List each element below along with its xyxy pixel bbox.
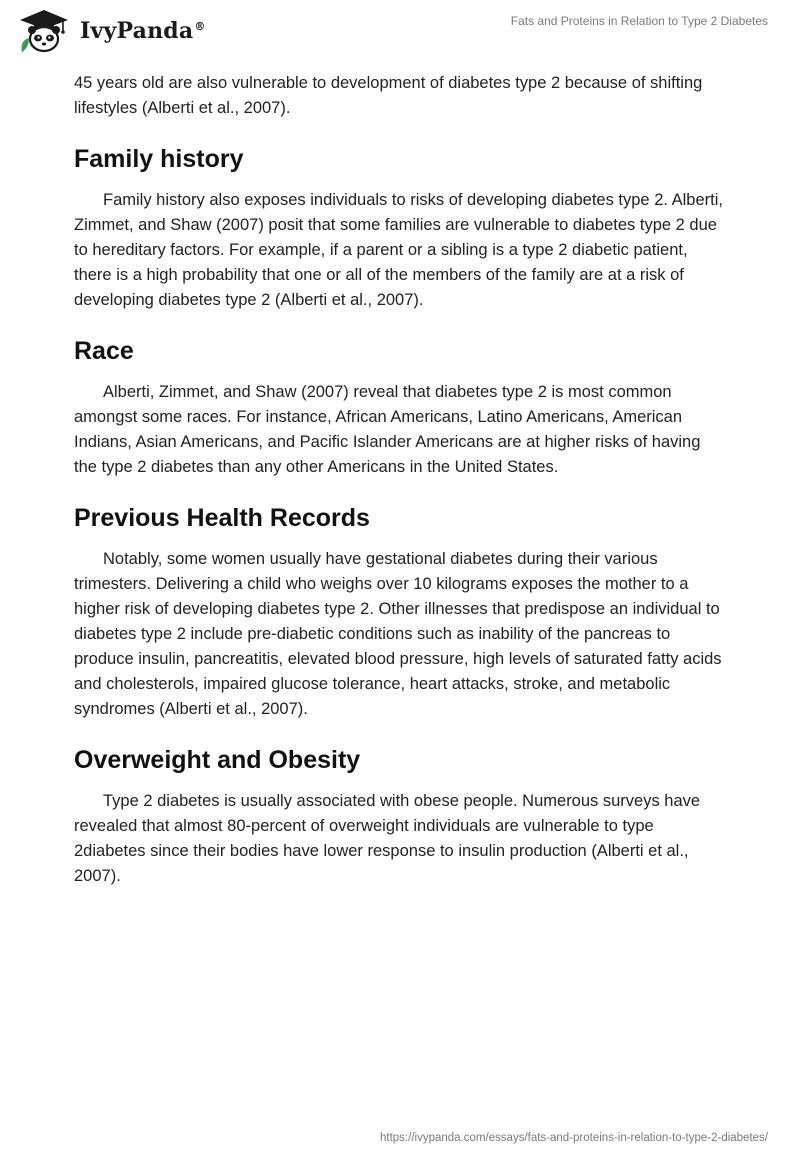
section-heading-family-history: Family history xyxy=(74,145,244,173)
intro-paragraph: 45 years old are also vulnerable to development of diabetes type 2 because of shifting lifestyles (Alberti et al., 2007). xyxy=(74,74,703,117)
panda-graduate-icon xyxy=(14,8,74,54)
section-heading-overweight-obesity: Overweight and Obesity xyxy=(74,746,361,774)
section-heading-previous-health-records: Previous Health Records xyxy=(74,504,370,532)
page-header xyxy=(0,0,800,70)
section-paragraph-overweight-obesity: Type 2 diabetes is usually associated with obese people. Numerous surveys have revealed that almost 80-percent of overweight individuals are vulnerable to type 2diabetes since their bodies have lower response to insulin production (Alberti et al., 2007). xyxy=(74,792,701,885)
document-title: Fats and Proteins in Relation to Type 2 Diabetes xyxy=(510,14,768,28)
essay-body xyxy=(74,71,724,889)
section-paragraph-race: Alberti, Zimmet, and Shaw (2007) reveal that diabetes type 2 is most common amongst some races. For instance, African Americans, Latino Americans, American Indians, Asian Americans, and Pacific Islander Americans are at higher risks of having the type 2 diabetes than any other Americans in the United States. xyxy=(74,383,701,476)
section-heading-race: Race xyxy=(74,337,134,365)
brand-logo[interactable] xyxy=(14,8,206,54)
section-paragraph-family-history: Family history also exposes individuals to risks of developing diabetes type 2. Alberti, Zimmet, and Shaw (2007) posit that some families are vulnerable to diabetes type 2 due to hereditary factors. For example, if a parent or a sibling is a type 2 diabetic patient, there is a high probability that one or all of the members of the family are at a risk of developing diabetes type 2 (Alberti et al., 2007). xyxy=(74,191,723,309)
source-url-link[interactable]: https://ivypanda.com/essays/fats-and-proteins-in-relation-to-type-2-diabetes/ xyxy=(380,1132,768,1144)
section-paragraph-previous-health-records: Notably, some women usually have gestational diabetes during their various trimesters. Delivering a child who weighs over 10 kilograms exposes the mother to a higher risk of developing diabetes type 2. Other illnesses that predispose an individual to diabetes type 2 include pre-diabetic conditions such as inability of the pancreas to produce insulin, pancreatitis, elevated blood pressure, high levels of saturated fatty acids and cholesterols, impaired glucose tolerance, heart attacks, stroke, and metabolic syndromes (Alberti et al., 2007). xyxy=(74,550,722,718)
brand-name: IvyPanda® xyxy=(80,18,206,44)
